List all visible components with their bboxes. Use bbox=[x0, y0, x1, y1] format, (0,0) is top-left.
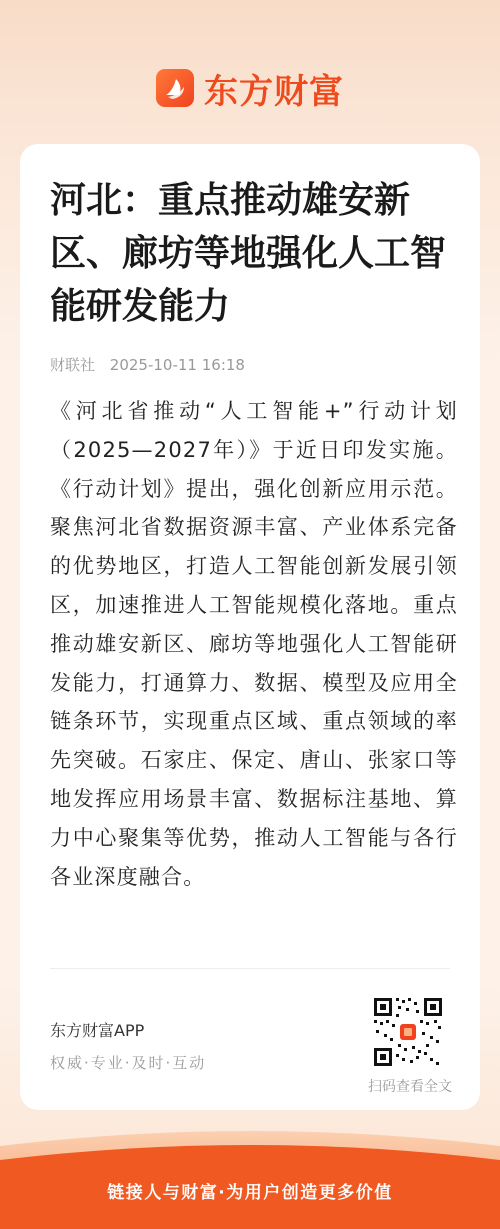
article-title: 河北：重点推动雄安新区、廊坊等地强化人工智能研发能力 bbox=[50, 179, 447, 327]
article-body: 《河北省推动“人工智能+”行动计划（2025—2027年）》于近日印发实施。《行动计划》提出，强化创新应用示范。聚焦河北省数据资源丰富、产业体系完备的优势地区，打造人工智能创新发展引领区，加速推进人工智能规模化落地。重点推动雄安新区、廊坊等地强化人工智能研发能力，打通算力、数据、模型及应用全链条环节，实现重点区域、重点领域的率先突破。石家庄、保定、唐山、张家口等地发挥应用场景丰富、数据标注基地、算力中心聚集等优势，推动人工智能与各行各业深度融合。 bbox=[50, 399, 458, 889]
brand-header bbox=[0, 62, 500, 114]
article-card bbox=[20, 144, 480, 1110]
divider bbox=[50, 968, 450, 969]
article-source: 财联社 bbox=[50, 356, 96, 374]
footer-slogan: 链接人与财富·为用户创造更多价值 bbox=[107, 1183, 393, 1203]
app-tagline: 权威·专业·及时·互动 bbox=[50, 1054, 207, 1072]
footer-wave bbox=[0, 1110, 500, 1229]
brand-name: 东方财富 bbox=[204, 71, 344, 112]
app-name: 东方财富APP bbox=[50, 1021, 145, 1040]
qr-code-icon[interactable] bbox=[372, 996, 444, 1068]
qr-caption: 扫码查看全文 bbox=[368, 1079, 452, 1095]
article-meta bbox=[50, 354, 450, 375]
article-datetime: 2025-10-11 16:18 bbox=[109, 356, 245, 374]
eastmoney-logo-icon bbox=[156, 69, 194, 107]
